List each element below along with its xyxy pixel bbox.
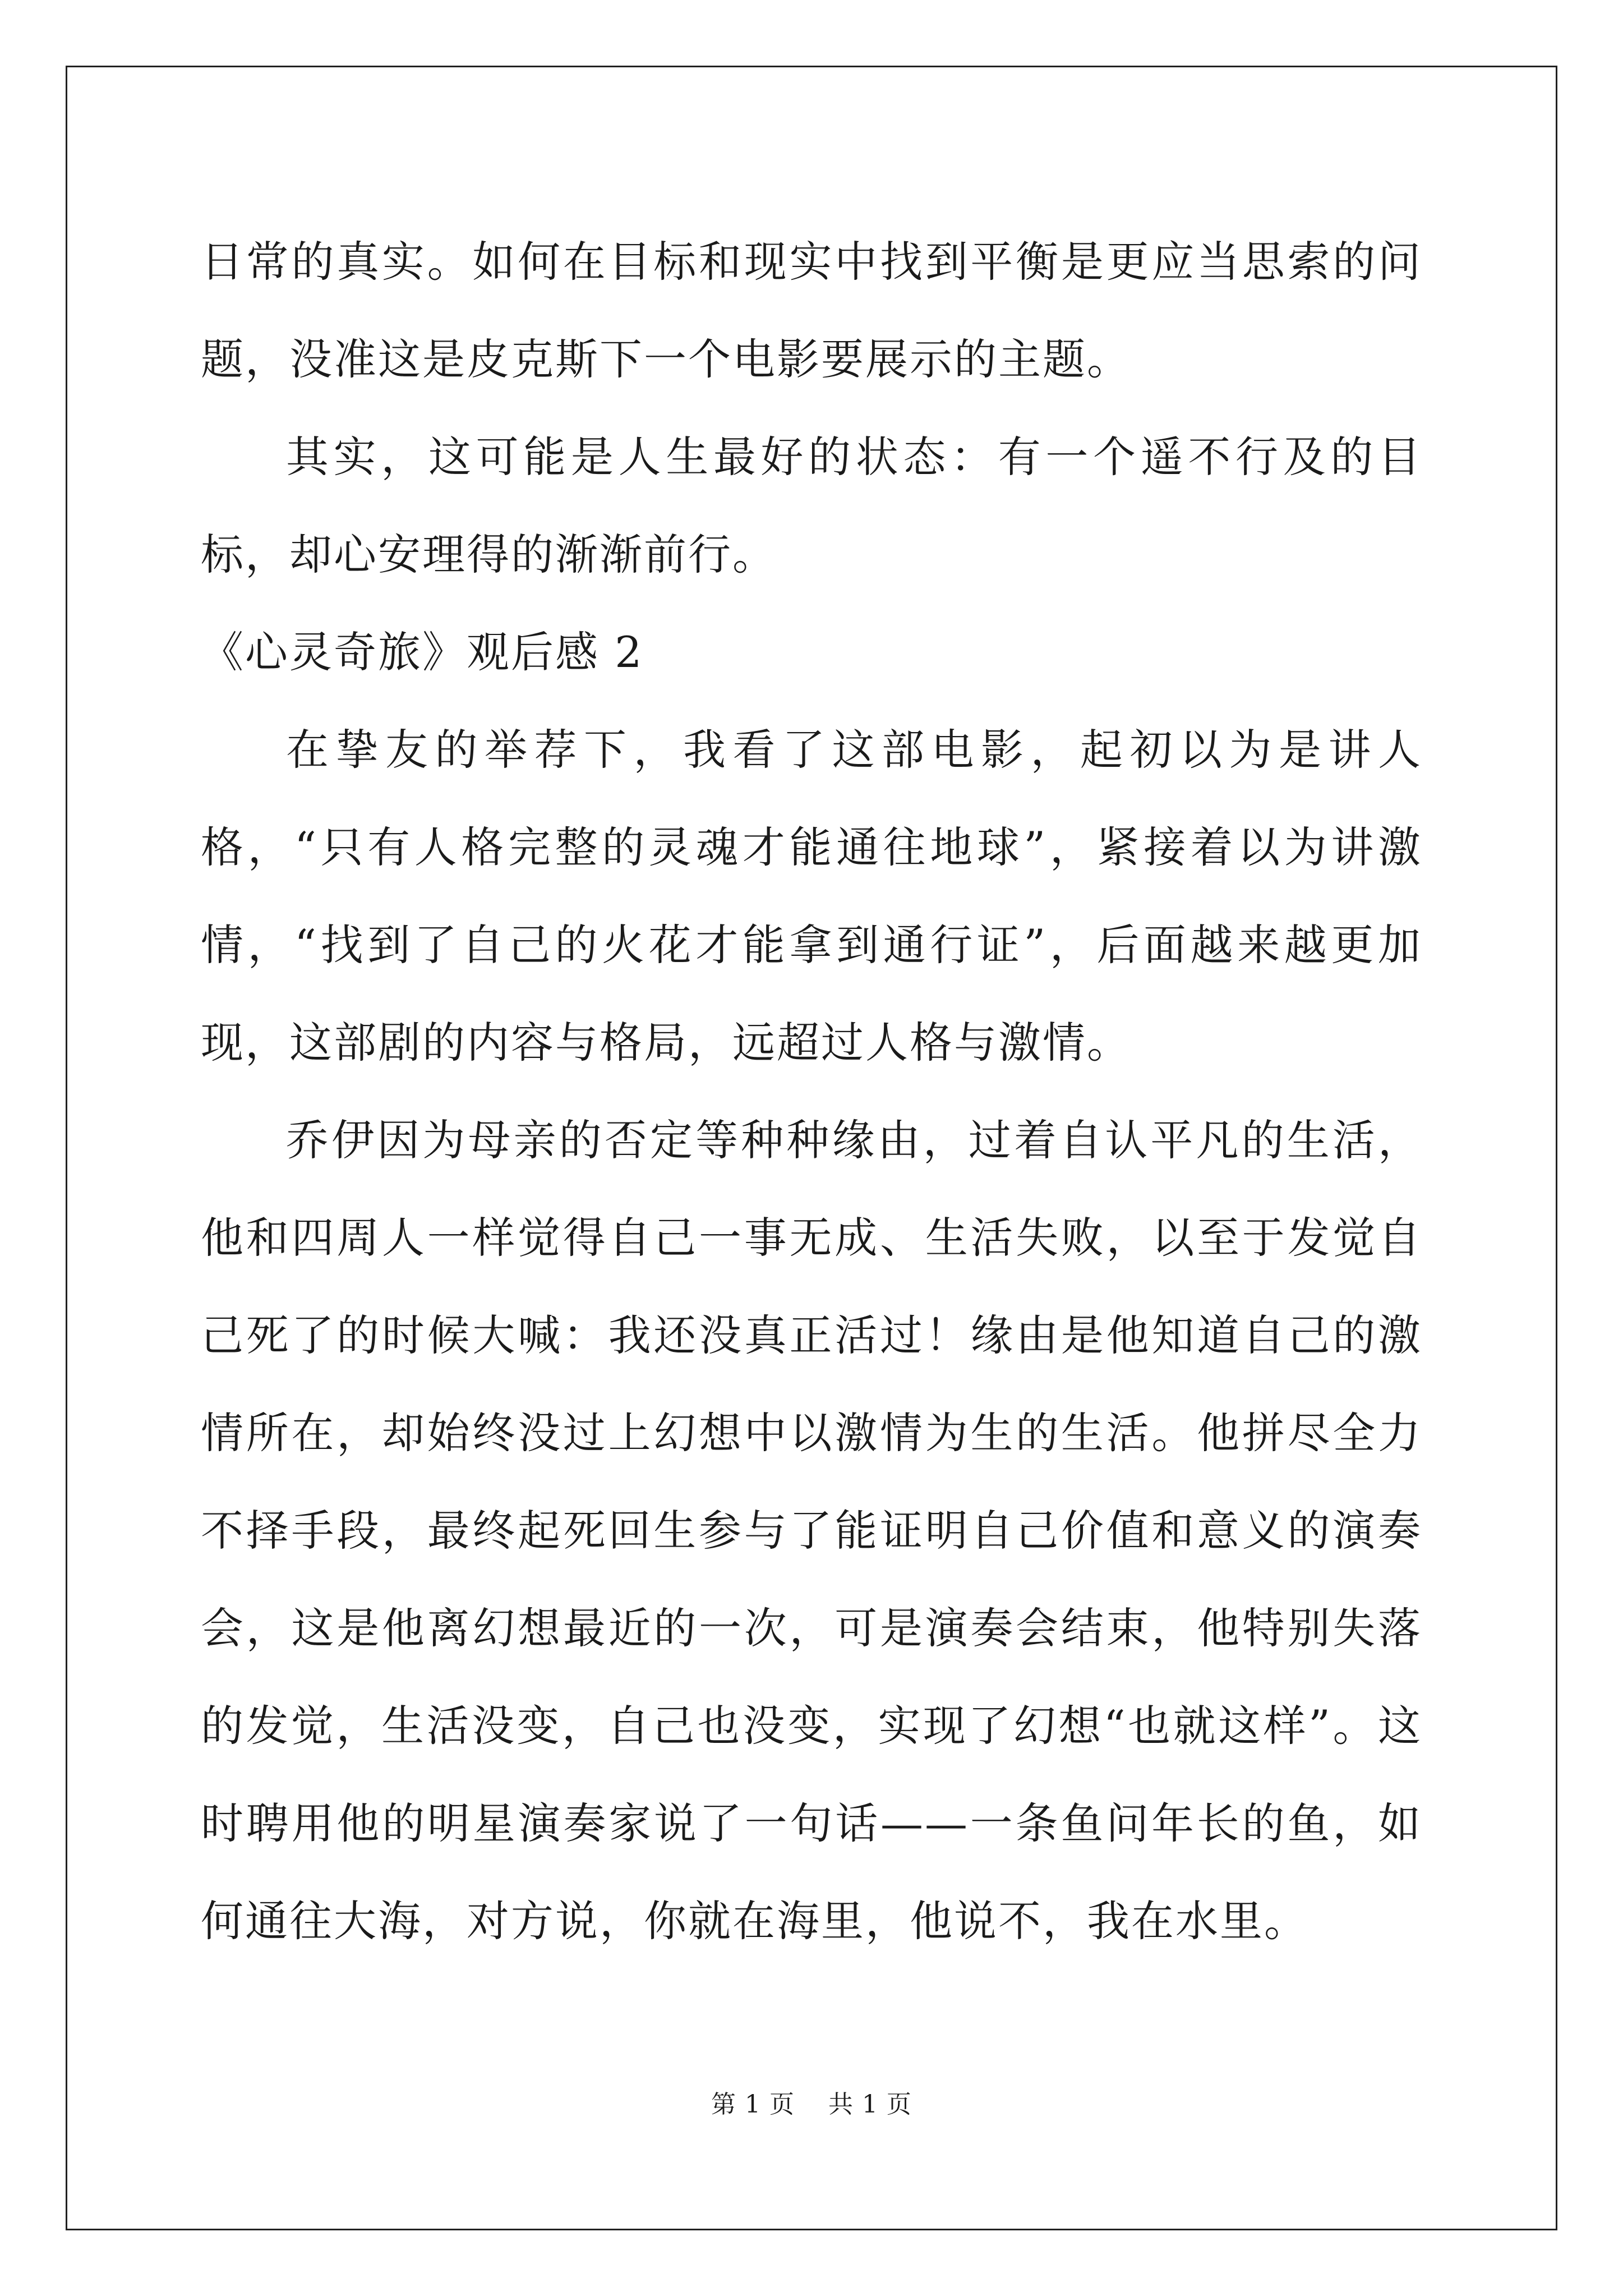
document-body (201, 213, 1422, 1970)
page-total: 共 1 页 (828, 2090, 912, 2119)
paragraph-3: 在挚友的举荐下，我看了这部电影，起初以为是讲人格，“只有人格完整的灵魂才能通往地球”，紧接着以为讲激情，“找到了自己的火花才能拿到通行证”，后面越来越更加现，这部剧的内容与格局，远超过人格与激情。 (201, 725, 1422, 1068)
paragraph-4: 乔伊因为母亲的否定等种种缘由，过着自认平凡的生活，他和四周人一样觉得自己一事无成、生活失败，以至于发觉自己死了的时候大喊：我还没真正活过！缘由是他知道自己的激情所在，却始终没过上幻想中以激情为生的生活。他拼尽全力不择手段，最终起死回生参与了能证明自己价值和意义的演奏会，这是他离幻想最近的一次，可是演奏会结束，他特别失落的发觉，生活没变，自己也没变，实现了幻想“也就这样”。这时聘用他的明星演奏家说了一句话——一条鱼问年长的鱼，如何通往大海，对方说，你就在海里，他说不，我在水里。 (201, 1115, 1422, 1946)
page-number: 第 1 页 (711, 2090, 795, 2119)
paragraph-2: 其实，这可能是人生最好的状态：有一个遥不行及的目标，却心安理得的渐渐前行。 (201, 432, 1422, 579)
paragraph-1: 日常的真实。如何在目标和现实中找到平衡是更应当思索的问题，没准这是皮克斯下一个电影要展示的主题。 (201, 237, 1422, 384)
section-heading: 《心灵奇旅》观后感 2 (201, 627, 644, 677)
page-footer (0, 2088, 1623, 2122)
